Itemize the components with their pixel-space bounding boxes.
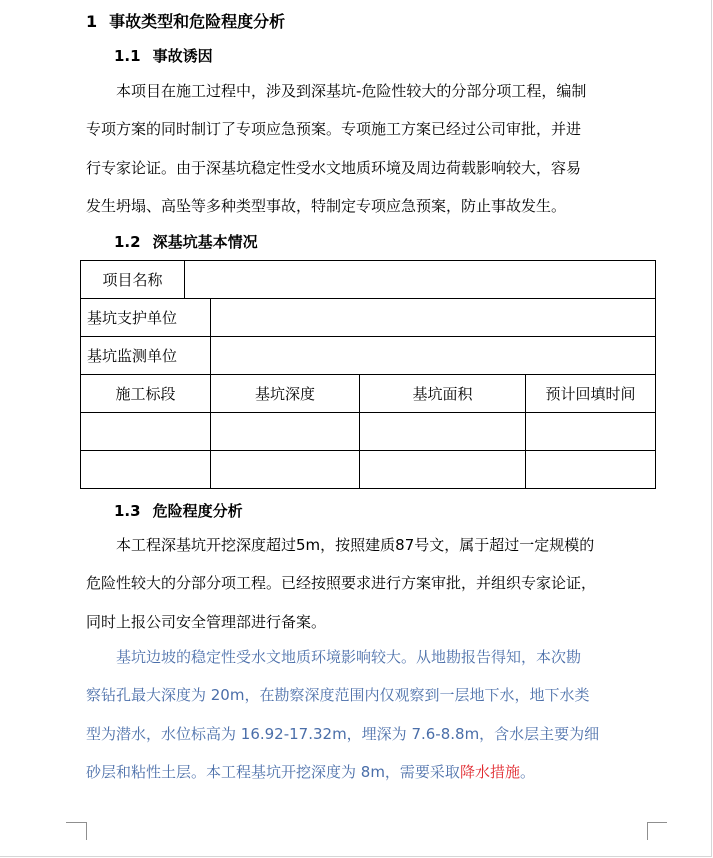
section-title: 深基坑基本情况 xyxy=(152,233,258,251)
table-cell-monitor-unit-label: 基坑监测单位 xyxy=(81,337,211,375)
table-header-section: 施工标段 xyxy=(81,375,211,413)
paragraph-text: 砂层和粘性土层。本工程基坑开挖深度为 8m，需要采取 xyxy=(86,762,460,781)
section-number: 1 xyxy=(86,12,98,31)
paragraph-line: 基坑边坡的稳定性受水文地质环境影响较大。从地勘报告得知，本次勘 xyxy=(116,648,582,666)
table-row xyxy=(81,261,656,299)
section-1-1-paragraph xyxy=(86,72,648,225)
table-row xyxy=(81,299,656,337)
pit-info-table xyxy=(80,260,656,489)
paragraph-line: 专项方案的同时制订了专项应急预案。专项施工方案已经过公司审批，并进 xyxy=(86,120,582,139)
table-header-backfill-time: 预计回填时间 xyxy=(526,375,656,413)
table-cell-support-unit-label: 基坑支护单位 xyxy=(81,299,211,337)
section-number: 1.1 xyxy=(114,47,141,65)
table-cell-empty[interactable] xyxy=(211,451,360,489)
page-corner-mark xyxy=(647,822,667,823)
section-title: 危险程度分析 xyxy=(152,502,243,520)
table-header-row xyxy=(81,375,656,413)
table-cell-empty[interactable] xyxy=(526,451,656,489)
table-cell-support-unit-value[interactable] xyxy=(211,299,656,337)
section-1-3-groundwater-paragraph xyxy=(86,638,648,791)
paragraph-line: 本项目在施工过程中，涉及到深基坑-危险性较大的分部分项工程，编制 xyxy=(116,82,587,100)
paragraph-line: 同时上报公司安全管理部进行备案。 xyxy=(86,612,327,631)
table-cell-empty[interactable] xyxy=(81,451,211,489)
paragraph-line: 行专家论证。由于深基坑稳定性受水文地质环境及周边荷载影响较大，容易 xyxy=(86,158,582,177)
table-cell-empty[interactable] xyxy=(81,413,211,451)
page-corner-mark xyxy=(86,822,87,840)
paragraph-line: 察钻孔最大深度为 20m，在勘察深度范围内仅观察到一层地下水，地下水类 xyxy=(86,686,590,705)
section-title: 事故类型和危险程度分析 xyxy=(109,12,286,31)
table-cell-empty[interactable] xyxy=(526,413,656,451)
table-cell-empty[interactable] xyxy=(360,413,526,451)
section-title: 事故诱因 xyxy=(152,47,213,65)
section-1-3-heading xyxy=(114,500,243,521)
paragraph-line: 发生坍塌、高坠等多种类型事故，特制定专项应急预案，防止事故发生。 xyxy=(86,196,567,215)
section-1-1-heading xyxy=(114,45,213,66)
paragraph-line xyxy=(86,753,648,791)
table-header-area: 基坑面积 xyxy=(360,375,526,413)
table-cell-project-name-label: 项目名称 xyxy=(81,261,185,299)
table-row xyxy=(81,337,656,375)
paragraph-line: 危险性较大的分部分项工程。已经按照要求进行方案审批，并组织专家论证， xyxy=(86,574,597,593)
section-1-heading xyxy=(86,9,285,32)
paragraph-line: 型为潜水，水位标高为 16.92-17.32m，埋深为 7.6-8.8m，含水层主要为细 xyxy=(86,724,600,743)
table-cell-project-name-value[interactable] xyxy=(185,261,656,299)
paragraph-text: 。 xyxy=(519,762,535,781)
dewatering-highlight: 降水措施 xyxy=(459,762,520,781)
page-corner-mark xyxy=(66,822,86,823)
section-number: 1.3 xyxy=(114,502,141,520)
page-corner-mark xyxy=(647,822,648,840)
paragraph-line: 本工程深基坑开挖深度超过5m，按照建质87号文，属于超过一定规模的 xyxy=(116,536,595,554)
section-1-2-heading xyxy=(114,231,258,252)
table-cell-empty[interactable] xyxy=(211,413,360,451)
table-header-depth: 基坑深度 xyxy=(211,375,360,413)
table-row xyxy=(81,451,656,489)
table-row xyxy=(81,413,656,451)
section-number: 1.2 xyxy=(114,233,141,251)
table-cell-empty[interactable] xyxy=(360,451,526,489)
table-cell-monitor-unit-value[interactable] xyxy=(211,337,656,375)
section-1-3-paragraph xyxy=(86,526,648,641)
